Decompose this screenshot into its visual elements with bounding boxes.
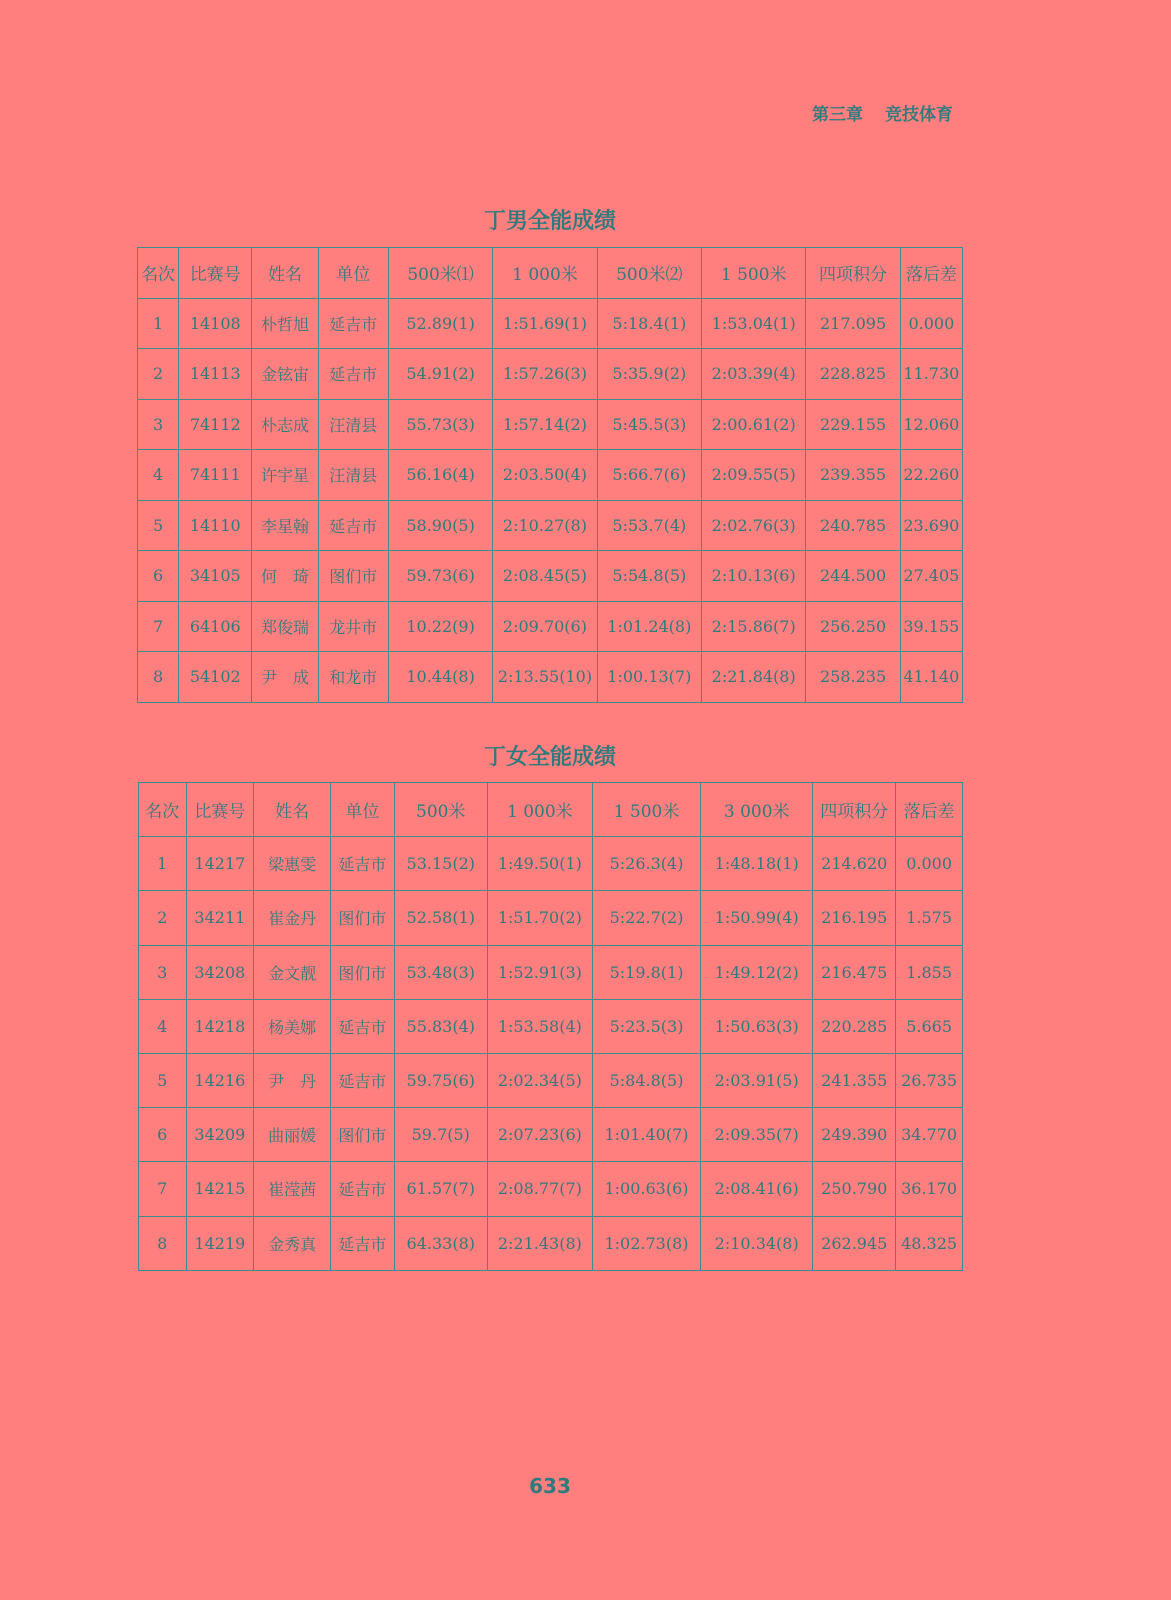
column-header: 500米 — [394, 783, 487, 837]
table-cell: 64106 — [179, 601, 252, 652]
table-cell: 14216 — [186, 1053, 254, 1107]
table-cell: 金秀真 — [254, 1216, 331, 1270]
table-cell: 2:09.35(7) — [701, 1108, 813, 1162]
table-cell: 5:26.3(4) — [592, 837, 700, 891]
table-cell: 5:35.9(2) — [597, 349, 701, 400]
table-row — [138, 450, 963, 501]
table-cell: 2:21.84(8) — [702, 652, 806, 703]
table-cell: 延吉市 — [318, 298, 388, 349]
column-header: 1 000米 — [487, 783, 592, 837]
table-cell: 1:52.91(3) — [487, 945, 592, 999]
table-cell: 金文靓 — [254, 945, 331, 999]
table-cell: 34211 — [186, 891, 254, 945]
table-cell: 5:84.8(5) — [592, 1053, 700, 1107]
table-cell: 262.945 — [813, 1216, 896, 1270]
table-cell: 2:08.41(6) — [701, 1162, 813, 1216]
table-cell: 1 — [139, 837, 187, 891]
table-cell: 梁惠雯 — [254, 837, 331, 891]
table-cell: 1:48.18(1) — [701, 837, 813, 891]
table-cell: 1.855 — [896, 945, 963, 999]
table-cell: 52.89(1) — [388, 298, 492, 349]
table-cell: 1.575 — [896, 891, 963, 945]
table-cell: 56.16(4) — [388, 450, 492, 501]
table-cell: 汪清县 — [318, 399, 388, 450]
column-header: 单位 — [318, 248, 388, 299]
table-cell: 27.405 — [900, 551, 962, 602]
table-row — [139, 1162, 963, 1216]
table-cell: 14218 — [186, 999, 254, 1053]
table-cell: 52.58(1) — [394, 891, 487, 945]
table-cell: 图们市 — [331, 945, 395, 999]
table-cell: 54102 — [179, 652, 252, 703]
table-cell: 崔滢茜 — [254, 1162, 331, 1216]
column-header: 单位 — [331, 783, 395, 837]
table-cell: 53.48(3) — [394, 945, 487, 999]
table-cell: 1:00.13(7) — [597, 652, 701, 703]
table-cell: 34.770 — [896, 1108, 963, 1162]
table-cell: 2:13.55(10) — [493, 652, 597, 703]
table-cell: 214.620 — [813, 837, 896, 891]
table-cell: 216.475 — [813, 945, 896, 999]
header-row — [138, 248, 963, 299]
table-cell: 14215 — [186, 1162, 254, 1216]
table-cell: 2:08.77(7) — [487, 1162, 592, 1216]
chapter-number: 第三章 — [812, 105, 863, 125]
table-row — [139, 945, 963, 999]
table-row — [139, 837, 963, 891]
table-cell: 6 — [138, 551, 179, 602]
table-cell: 14113 — [179, 349, 252, 400]
table-cell: 1:02.73(8) — [592, 1216, 700, 1270]
table-cell: 杨美娜 — [254, 999, 331, 1053]
table-cell: 250.790 — [813, 1162, 896, 1216]
table-cell: 何 琦 — [252, 551, 318, 602]
column-header: 落后差 — [896, 783, 963, 837]
header-row — [139, 783, 963, 837]
table-row — [138, 652, 963, 703]
table-cell: 54.91(2) — [388, 349, 492, 400]
table-cell: 图们市 — [318, 551, 388, 602]
table-row — [139, 891, 963, 945]
table-cell: 5:18.4(1) — [597, 298, 701, 349]
table-cell: 尹 成 — [252, 652, 318, 703]
table-cell: 崔金丹 — [254, 891, 331, 945]
column-header: 名次 — [139, 783, 187, 837]
table-row — [138, 399, 963, 450]
table-cell: 1:53.04(1) — [702, 298, 806, 349]
table-cell: 延吉市 — [331, 1216, 395, 1270]
table-cell: 延吉市 — [331, 999, 395, 1053]
table-cell: 0.000 — [900, 298, 962, 349]
table-cell: 2:21.43(8) — [487, 1216, 592, 1270]
column-header: 四项积分 — [813, 783, 896, 837]
table-cell: 2:09.70(6) — [493, 601, 597, 652]
table-cell: 1:01.24(8) — [597, 601, 701, 652]
column-header: 1 000米 — [493, 248, 597, 299]
table-cell: 汪清县 — [318, 450, 388, 501]
column-header: 1 500米 — [702, 248, 806, 299]
table-cell: 74112 — [179, 399, 252, 450]
table-cell: 8 — [138, 652, 179, 703]
table-cell: 4 — [139, 999, 187, 1053]
table-cell: 1:51.70(2) — [487, 891, 592, 945]
table-cell: 4 — [138, 450, 179, 501]
table-cell: 239.355 — [806, 450, 900, 501]
table-cell: 59.7(5) — [394, 1108, 487, 1162]
table-row — [139, 1053, 963, 1107]
table-cell: 74111 — [179, 450, 252, 501]
table-row — [138, 349, 963, 400]
column-header: 四项积分 — [806, 248, 900, 299]
table-cell: 2:10.27(8) — [493, 500, 597, 551]
table-cell: 5:66.7(6) — [597, 450, 701, 501]
table-cell: 2 — [139, 891, 187, 945]
table-cell: 和龙市 — [318, 652, 388, 703]
table-cell: 李星翰 — [252, 500, 318, 551]
table-cell: 241.355 — [813, 1053, 896, 1107]
table-cell: 34208 — [186, 945, 254, 999]
table-cell: 217.095 — [806, 298, 900, 349]
table-cell: 61.57(7) — [394, 1162, 487, 1216]
table-cell: 7 — [138, 601, 179, 652]
women-results-table — [138, 782, 963, 1271]
column-header: 1 500米 — [592, 783, 700, 837]
table-cell: 256.250 — [806, 601, 900, 652]
table-cell: 1:51.69(1) — [493, 298, 597, 349]
column-header: 500米⑴ — [388, 248, 492, 299]
chapter-title: 竞技体育 — [885, 105, 953, 125]
column-header: 500米⑵ — [597, 248, 701, 299]
table-cell: 41.140 — [900, 652, 962, 703]
table-cell: 许宇星 — [252, 450, 318, 501]
men-results-table — [137, 247, 963, 703]
table-cell: 249.390 — [813, 1108, 896, 1162]
table-cell: 图们市 — [331, 891, 395, 945]
table-cell: 8 — [139, 1216, 187, 1270]
table-cell: 1:57.14(2) — [493, 399, 597, 450]
table-cell: 1 — [138, 298, 179, 349]
column-header: 名次 — [138, 248, 179, 299]
table-cell: 2:10.13(6) — [702, 551, 806, 602]
table-cell: 10.44(8) — [388, 652, 492, 703]
table-cell: 5.665 — [896, 999, 963, 1053]
table-cell: 1:50.99(4) — [701, 891, 813, 945]
table-cell: 55.73(3) — [388, 399, 492, 450]
table-cell: 5 — [138, 500, 179, 551]
table-cell: 5:53.7(4) — [597, 500, 701, 551]
table-cell: 36.170 — [896, 1162, 963, 1216]
table-cell: 34105 — [179, 551, 252, 602]
table-cell: 3 — [138, 399, 179, 450]
table-cell: 39.155 — [900, 601, 962, 652]
table-cell: 23.690 — [900, 500, 962, 551]
men-table-title: 丁男全能成绩 — [483, 209, 616, 234]
table-cell: 12.060 — [900, 399, 962, 450]
table-cell: 延吉市 — [318, 349, 388, 400]
table-cell: 7 — [139, 1162, 187, 1216]
table-cell: 5:23.5(3) — [592, 999, 700, 1053]
table-cell: 2:02.34(5) — [487, 1053, 592, 1107]
table-cell: 14217 — [186, 837, 254, 891]
table-cell: 1:49.50(1) — [487, 837, 592, 891]
table-cell: 延吉市 — [331, 1053, 395, 1107]
table-cell: 1:50.63(3) — [701, 999, 813, 1053]
table-cell: 2:10.34(8) — [701, 1216, 813, 1270]
table-cell: 朴哲旭 — [252, 298, 318, 349]
table-cell: 1:01.40(7) — [592, 1108, 700, 1162]
table-cell: 曲丽媛 — [254, 1108, 331, 1162]
table-cell: 5 — [139, 1053, 187, 1107]
table-cell: 240.785 — [806, 500, 900, 551]
table-row — [138, 500, 963, 551]
table-cell: 64.33(8) — [394, 1216, 487, 1270]
table-cell: 53.15(2) — [394, 837, 487, 891]
table-cell: 6 — [139, 1108, 187, 1162]
table-cell: 11.730 — [900, 349, 962, 400]
table-cell: 尹 丹 — [254, 1053, 331, 1107]
table-cell: 延吉市 — [331, 1162, 395, 1216]
table-row — [139, 1108, 963, 1162]
table-cell: 14219 — [186, 1216, 254, 1270]
table-cell: 朴志成 — [252, 399, 318, 450]
table-cell: 34209 — [186, 1108, 254, 1162]
table-cell: 5:22.7(2) — [592, 891, 700, 945]
table-row — [138, 551, 963, 602]
table-cell: 2:15.86(7) — [702, 601, 806, 652]
table-cell: 216.195 — [813, 891, 896, 945]
table-cell: 3 — [139, 945, 187, 999]
table-cell: 龙井市 — [318, 601, 388, 652]
table-cell: 58.90(5) — [388, 500, 492, 551]
table-cell: 2:07.23(6) — [487, 1108, 592, 1162]
table-cell: 延吉市 — [318, 500, 388, 551]
table-cell: 2:03.50(4) — [493, 450, 597, 501]
table-cell: 延吉市 — [331, 837, 395, 891]
column-header: 比赛号 — [186, 783, 254, 837]
table-cell: 郑俊瑞 — [252, 601, 318, 652]
table-cell: 2:03.39(4) — [702, 349, 806, 400]
table-cell: 26.735 — [896, 1053, 963, 1107]
table-cell: 2:09.55(5) — [702, 450, 806, 501]
table-cell: 220.285 — [813, 999, 896, 1053]
column-header: 比赛号 — [179, 248, 252, 299]
table-cell: 2:00.61(2) — [702, 399, 806, 450]
table-row — [139, 1216, 963, 1270]
running-header — [812, 100, 953, 125]
table-cell: 10.22(9) — [388, 601, 492, 652]
table-cell: 2 — [138, 349, 179, 400]
table-cell: 1:00.63(6) — [592, 1162, 700, 1216]
table-cell: 14110 — [179, 500, 252, 551]
table-row — [139, 999, 963, 1053]
table-cell: 2:02.76(3) — [702, 500, 806, 551]
table-cell: 1:57.26(3) — [493, 349, 597, 400]
table-cell: 22.260 — [900, 450, 962, 501]
column-header: 姓名 — [252, 248, 318, 299]
table-cell: 229.155 — [806, 399, 900, 450]
table-cell: 258.235 — [806, 652, 900, 703]
column-header: 姓名 — [254, 783, 331, 837]
table-row — [138, 298, 963, 349]
table-row — [138, 601, 963, 652]
table-cell: 5:45.5(3) — [597, 399, 701, 450]
column-header: 3 000米 — [701, 783, 813, 837]
table-cell: 2:08.45(5) — [493, 551, 597, 602]
table-cell: 244.500 — [806, 551, 900, 602]
table-cell: 图们市 — [331, 1108, 395, 1162]
table-cell: 55.83(4) — [394, 999, 487, 1053]
table-cell: 5:54.8(5) — [597, 551, 701, 602]
table-cell: 48.325 — [896, 1216, 963, 1270]
table-cell: 1:49.12(2) — [701, 945, 813, 999]
table-cell: 5:19.8(1) — [592, 945, 700, 999]
table-cell: 金铉宙 — [252, 349, 318, 400]
column-header: 落后差 — [900, 248, 962, 299]
table-cell: 228.825 — [806, 349, 900, 400]
table-cell: 14108 — [179, 298, 252, 349]
page-number: 633 — [529, 1474, 571, 1498]
women-table-title: 丁女全能成绩 — [483, 745, 616, 770]
table-cell: 2:03.91(5) — [701, 1053, 813, 1107]
table-cell: 0.000 — [896, 837, 963, 891]
men-table-body — [138, 298, 963, 702]
table-cell: 59.75(6) — [394, 1053, 487, 1107]
table-cell: 1:53.58(4) — [487, 999, 592, 1053]
women-table-body — [139, 837, 963, 1271]
table-cell: 59.73(6) — [388, 551, 492, 602]
